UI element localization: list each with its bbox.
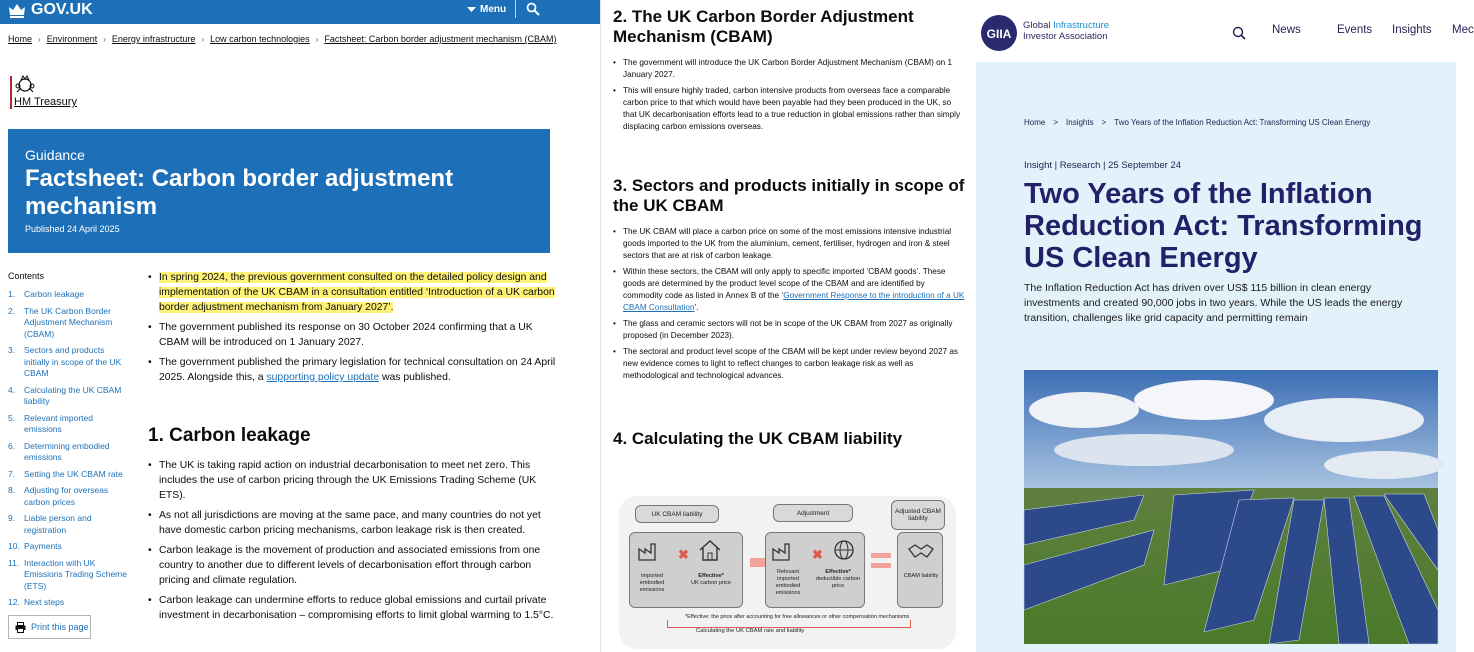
- contents-item[interactable]: [8, 345, 132, 380]
- intro-bullet: • The government published its response on 30 October 2024 confirming that a UK CBAM will be introduced on 1 January 2027.: [148, 320, 558, 350]
- organisation-link[interactable]: HM Treasury: [14, 96, 77, 108]
- published-date: Published 24 April 2025: [25, 224, 120, 234]
- intro-section: [148, 270, 558, 390]
- section-heading-carbon-leakage: 1. Carbon leakage: [148, 425, 311, 446]
- breadcrumb-low-carbon[interactable]: Low carbon technologies: [210, 34, 310, 44]
- logo-word-global: Global: [1023, 20, 1051, 31]
- diagram-cell-effective-deductible: [812, 569, 864, 590]
- breadcrumb-current: Two Years of the Inflation Reduction Act: Transforming US Clean Energy: [1114, 118, 1371, 127]
- breadcrumb-separator: >: [1101, 118, 1107, 127]
- contents-item-link[interactable]: Adjusting for overseas carbon prices: [24, 485, 109, 507]
- supporting-policy-link[interactable]: supporting policy update: [266, 372, 380, 383]
- contents-item-link[interactable]: Payments: [24, 541, 62, 551]
- contents-item[interactable]: [8, 541, 132, 553]
- menu-label: Menu: [480, 4, 507, 15]
- scope-bullet: [613, 266, 965, 314]
- article-meta: Insight | Research | 25 September 24: [1024, 160, 1182, 171]
- diagram-group-liability: [629, 532, 743, 608]
- article-lead: The Inflation Reduction Act has driven over US$ 115 billion in clean energy investments and created 90,000 jobs in two years. While the US leads the energy transition, challenges like grid capacity and permitting remain: [1024, 282, 1403, 324]
- cbam-liability-diagram: [619, 496, 956, 649]
- contents-nav: [8, 271, 132, 614]
- contents-item[interactable]: [8, 558, 132, 593]
- royal-crest-icon: [14, 74, 36, 96]
- globe-icon: [832, 538, 856, 562]
- contents-item-number: 11.: [8, 557, 20, 568]
- effective-label: Effective*: [698, 573, 724, 579]
- diagram-cell-imported: Imported embodied emissions: [639, 573, 665, 593]
- contents-item-link[interactable]: Interaction with UK Emissions Trading Scheme (ETS): [24, 557, 127, 591]
- contents-item-number: 9.: [8, 513, 16, 523]
- crown-icon: [8, 2, 26, 18]
- contents-item[interactable]: [8, 385, 132, 408]
- intro-text: was published.: [379, 372, 451, 383]
- handshake-icon: [907, 541, 935, 563]
- giia-page: [976, 0, 1474, 652]
- cbam-bullet: • The government will introduce the UK Carbon Border Adjustment Mechanism (CBAM) on 1 January 2027.: [613, 57, 965, 81]
- cbam-bullets: [613, 57, 965, 137]
- factory-icon: [772, 541, 794, 561]
- svg-text:GIIA: GIIA: [986, 27, 1012, 41]
- effective-label: Effective*: [825, 569, 851, 575]
- scope-bullet: • The sectoral and product level scope of the CBAM will be kept under review beyond 2027 as new evidence comes to light to reflect changes to carbon leakage risk as well as methodological and technological advances.: [613, 346, 965, 382]
- intro-bullet: [148, 355, 558, 385]
- carbon-leakage-bullet: • As not all jurisdictions are moving at the same pace, and many countries do not yet have domestic carbon pricing mechanisms, carbon leakage risk is then created.: [148, 508, 558, 538]
- giia-logo-text: [1023, 20, 1109, 42]
- carbon-leakage-bullet: • Carbon leakage is the movement of production and associated emissions from one country to another due to different levels of decarbonisation effort through carbon pricing and climate regulation.: [148, 543, 558, 588]
- cbam-bullet: • This will ensure highly traded, carbon intensive products from overseas face a comparable carbon price to that which would have been payable had they been produced in the UK, so that UK decarbonisation efforts lead to a true reduction in global emissions rather than simply displacing carbon emissions overseas.: [613, 85, 965, 133]
- carbon-leakage-section: [148, 458, 558, 628]
- section-heading-cbam: 2. The UK Carbon Border Adjustment Mechanism (CBAM): [613, 7, 914, 46]
- contents-item-link[interactable]: Sectors and products initially in scope of the UK CBAM: [24, 345, 122, 378]
- contents-item-number: 6.: [8, 440, 16, 451]
- factory-icon: [638, 541, 660, 561]
- contents-item[interactable]: [8, 597, 132, 609]
- breadcrumb-home[interactable]: Home: [8, 34, 33, 44]
- contents-item-number: 8.: [8, 485, 16, 495]
- nav-media[interactable]: Mec: [1452, 24, 1474, 36]
- contents-item-link[interactable]: Carbon leakage: [24, 289, 85, 299]
- house-icon: [698, 539, 722, 561]
- scope-bullet: • The glass and ceramic sectors will not be in scope of the UK CBAM from 2027 as originally proposed (in December 2023).: [613, 318, 965, 342]
- diagram-cell-relevant: Relevant imported embodied emissions: [775, 569, 801, 596]
- solar-farm-photo: [1024, 370, 1438, 644]
- contents-item[interactable]: [8, 441, 132, 464]
- page-title: Factsheet: Carbon border adjustment mechanism: [25, 165, 454, 220]
- equals-operator: [871, 553, 891, 558]
- contents-item-number: 12.: [8, 597, 20, 607]
- effective-uk-text: UK carbon price: [690, 580, 732, 586]
- diagram-footnote: *Effective: the price after accounting for free allowances or other compensation mechanisms: [685, 614, 910, 620]
- search-icon[interactable]: [526, 2, 540, 16]
- giia-logo-icon[interactable]: [980, 14, 1018, 52]
- diagram-caption: Calculating the UK CBAM rate and liability: [696, 628, 805, 634]
- document-type: Guidance: [25, 147, 85, 163]
- section-heading-scope: 3. Sectors and products initially in scope of the UK CBAM: [613, 176, 965, 215]
- contents-item-link[interactable]: Relevant imported emissions: [24, 412, 93, 434]
- multiply-operator: ✖: [678, 547, 689, 562]
- intro-bullet: [148, 270, 558, 315]
- menu-button[interactable]: [467, 4, 506, 15]
- contents-item[interactable]: [8, 485, 132, 508]
- breadcrumb: [8, 34, 556, 44]
- nav-news[interactable]: News: [1272, 24, 1301, 36]
- contents-item-link[interactable]: Liable person and registration: [24, 513, 92, 535]
- contents-list: [8, 289, 132, 609]
- breadcrumb-home[interactable]: Home: [1024, 118, 1046, 127]
- breadcrumb: [1024, 118, 1370, 127]
- contents-item-link[interactable]: Determining embodied emissions: [24, 440, 110, 462]
- contents-item-number: 1.: [8, 289, 16, 299]
- contents-item[interactable]: [8, 289, 132, 301]
- diagram-box-liability: UK CBAM liability: [635, 505, 719, 523]
- nav-events[interactable]: Events: [1337, 24, 1373, 36]
- solar-farm-illustration: [1024, 370, 1438, 644]
- scope-bullet: • The UK CBAM will place a carbon price on some of the most emissions intensive industrial goods imported to the UK from the aluminium, cement, fertiliser, hydrogen and iron & steel sectors that are at risk of carbon leakage.: [613, 226, 965, 262]
- contents-item-link[interactable]: The UK Carbon Border Adjustment Mechanism (CBAM): [24, 305, 113, 339]
- breadcrumb-energy-infrastructure[interactable]: Energy infrastructure: [111, 34, 196, 44]
- breadcrumb-separator: >: [1053, 118, 1059, 127]
- contents-item-link[interactable]: Next steps: [24, 597, 65, 607]
- search-icon[interactable]: [1232, 26, 1246, 40]
- contents-item-number: 2.: [8, 305, 16, 316]
- diagram-cell-effective-uk: [686, 573, 736, 587]
- diagram-bracket: [667, 620, 911, 628]
- title-banner: [8, 129, 550, 253]
- scope-text: Within these sectors, the CBAM will only apply to specific imported ‘CBAM goods’. These goods are determined by the product level scope of the CBAM and are identified by commodity code as listed in Annex B of the ‘: [623, 267, 946, 300]
- printer-icon: [15, 622, 26, 633]
- scope-text: ’.: [694, 303, 699, 312]
- govuk-header: [0, 0, 600, 24]
- equals-operator: [871, 563, 891, 568]
- article-title: Two Years of the Inflation Reduction Act: Transforming US Clean Energy: [1024, 178, 1423, 274]
- chevron-down-icon: [467, 7, 476, 13]
- contents-item-number: 10.: [8, 541, 20, 551]
- multiply-operator: ✖: [812, 547, 823, 562]
- contents-heading: Contents: [8, 271, 45, 281]
- contents-item-number: 5.: [8, 412, 16, 423]
- contents-item[interactable]: [8, 413, 132, 436]
- breadcrumb-environment[interactable]: Environment: [46, 34, 98, 44]
- breadcrumb-separator: ›: [103, 34, 106, 44]
- header-divider: [515, 0, 516, 18]
- contents-item[interactable]: [8, 469, 132, 481]
- logo-word-infrastructure: Infrastructure: [1053, 20, 1110, 31]
- govuk-page: [0, 0, 600, 652]
- contents-item-number: 4.: [8, 384, 16, 395]
- contents-item-link[interactable]: Calculating the UK CBAM liability: [24, 384, 122, 406]
- breadcrumb-separator: ›: [315, 34, 319, 44]
- effective-deductible-text: deductible carbon price: [815, 576, 861, 589]
- govuk-logo[interactable]: [8, 1, 93, 19]
- contents-item-number: 7.: [8, 468, 16, 479]
- diagram-group-adjusted: [897, 532, 943, 608]
- diagram-box-adjusted: Adjusted CBAM liability: [891, 500, 945, 530]
- government-response-link[interactable]: Government Response to the introduction of a UK CBAM Consultation: [623, 291, 965, 312]
- breadcrumb-current[interactable]: Factsheet: Carbon border adjustment mechanism (CBAM): [324, 34, 557, 44]
- organisation-colour-bar: [10, 76, 12, 109]
- highlighted-text: In spring 2024, the previous government consulted on the detailed policy design and implementation of the UK CBAM in a consultation entitled ‘Introduction of a UK carbon border adjustment mechanism from January 2027’.: [159, 272, 555, 313]
- nav-insights[interactable]: Insights: [1392, 24, 1432, 36]
- carbon-leakage-bullet: • Carbon leakage can undermine efforts to reduce global emissions and curtail private investment in decarbonisation – compromising efforts to limit global warming to 1.5°C.: [148, 593, 558, 623]
- breadcrumb-insights[interactable]: Insights: [1066, 118, 1094, 127]
- logo-line-association: Investor Association: [1023, 31, 1108, 42]
- contents-item[interactable]: [8, 306, 132, 341]
- giia-header: [976, 0, 1474, 62]
- contents-item-link[interactable]: Setting the UK CBAM rate: [24, 468, 123, 479]
- govuk-logo-text: GOV.UK: [31, 1, 93, 18]
- breadcrumb-separator: ›: [201, 34, 205, 44]
- contents-item-number: 3.: [8, 345, 16, 355]
- breadcrumb-separator: ›: [38, 34, 41, 44]
- diagram-box-adjustment: Adjustment: [773, 504, 853, 522]
- carbon-leakage-bullet: • The UK is taking rapid action on industrial decarbonisation to meet net zero. This includes the use of carbon pricing through the UK Emissions Trading Scheme (UK ETS).: [148, 458, 558, 503]
- intro-text: The government published the primary legislation for technical consultation on 24 April 2025. Alongside this, a: [159, 357, 556, 383]
- factsheet-continuation: [600, 0, 976, 652]
- scope-bullets: [613, 226, 965, 386]
- print-button[interactable]: [8, 615, 91, 639]
- print-label: Print this page: [31, 622, 89, 632]
- diagram-cell-cbam: CBAM liability: [903, 573, 939, 579]
- contents-item[interactable]: [8, 513, 132, 536]
- diagram-group-adjustment: [765, 532, 865, 608]
- section-heading-liability: 4. Calculating the UK CBAM liability: [613, 429, 903, 448]
